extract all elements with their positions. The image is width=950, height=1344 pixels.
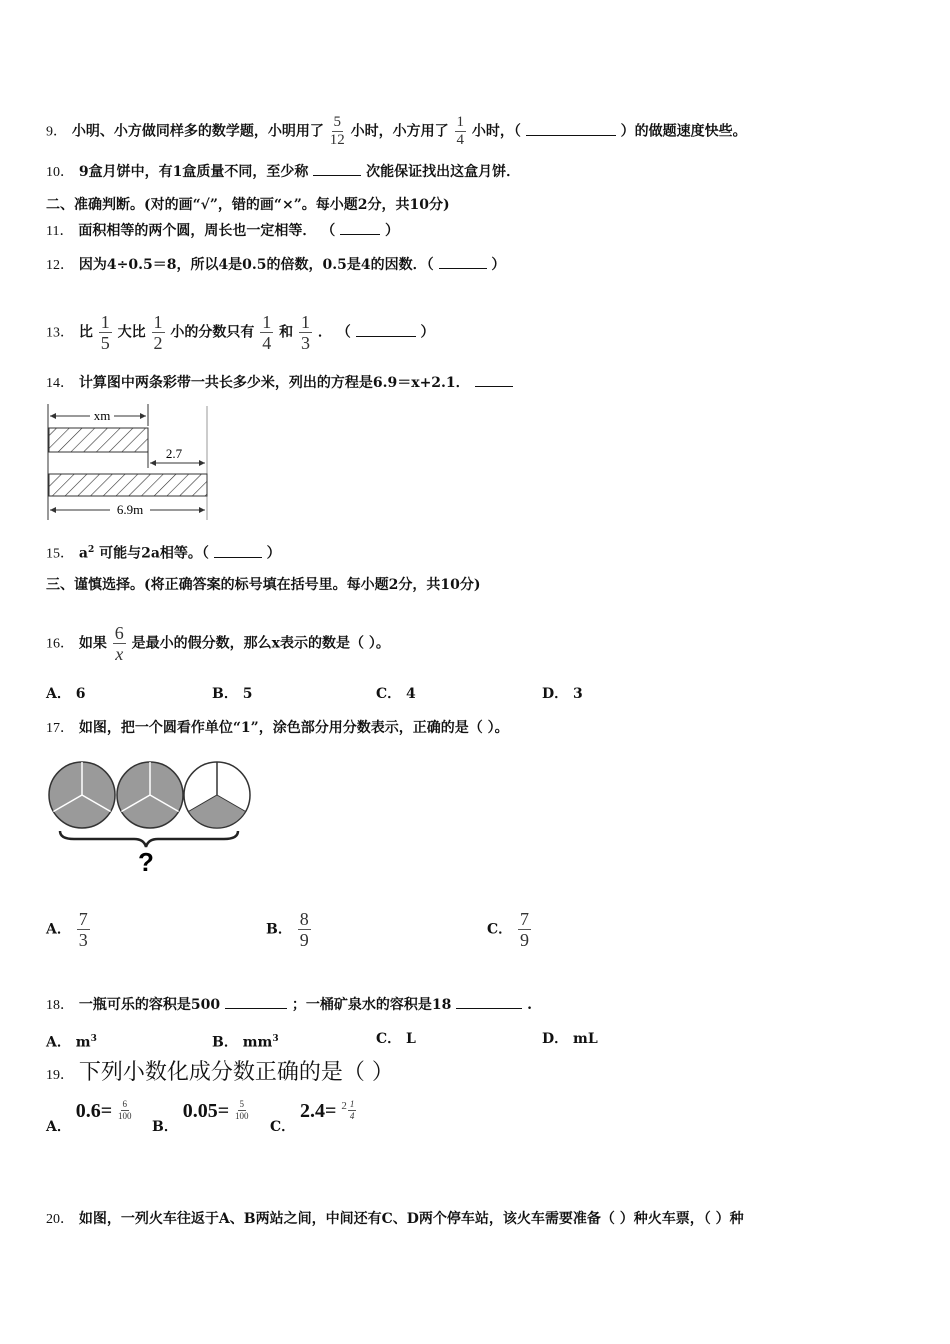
fraction: $\frac{7}{9}$ <box>520 909 530 950</box>
question-text: 和 <box>279 324 294 341</box>
question-number: 19． <box>46 1068 74 1083</box>
question-text: 是最小的假分数，那么x表示的数是（ ）。 <box>131 635 390 652</box>
question-text: 如果 <box>78 635 107 652</box>
fraction: $\frac{1}{5}$ <box>100 312 110 353</box>
answer-blank[interactable] <box>313 161 361 176</box>
brace <box>60 831 238 847</box>
answer-blank[interactable] <box>475 372 513 387</box>
question-number: 10． <box>46 165 74 180</box>
fraction: $\frac{1}{2}$ <box>153 312 163 353</box>
question-14 <box>46 372 513 394</box>
question-16 <box>46 624 390 663</box>
question-text: 小明、小方做同样多的数学题，小明用了 <box>71 123 324 140</box>
question-19 <box>46 1059 394 1090</box>
arrow-head <box>199 460 205 466</box>
question-text: ） <box>420 324 435 341</box>
answer-blank[interactable] <box>456 994 522 1009</box>
option-b[interactable]: B． $mm^3$ <box>212 1034 279 1051</box>
question-12 <box>46 254 505 276</box>
ribbon-2 <box>49 474 207 496</box>
fraction: $\frac{5}{12}$ <box>329 114 345 148</box>
fraction: $\frac{1}{3}$ <box>301 312 310 353</box>
option-a[interactable]: A． $\frac{7}{3}$ <box>46 909 88 950</box>
question-9 <box>46 115 747 148</box>
question-text: 次能保证找出这盒月饼． <box>366 164 521 180</box>
question-18 <box>46 994 532 1016</box>
question-20 <box>46 1209 744 1230</box>
question-text: 因为4÷0.5＝8，所以4是0.5的倍数，0.5是4的因数．（ <box>78 257 434 273</box>
question-17 <box>46 718 509 739</box>
question-text: ） <box>384 223 399 239</box>
ribbon-figure <box>44 402 214 524</box>
question-10 <box>46 161 520 183</box>
question-text: 小的分数只有 <box>170 324 255 341</box>
fraction: $\frac{5}{100}$ <box>235 1099 249 1121</box>
question-text: 小时，（ <box>471 123 521 140</box>
answer-blank[interactable] <box>439 254 487 269</box>
option-c[interactable]: C． L <box>376 1031 416 1047</box>
question-13 <box>46 313 435 352</box>
exponent: 2 <box>87 545 95 555</box>
question-mark-label: ? <box>138 847 154 877</box>
question-text: 比 <box>78 324 93 341</box>
answer-blank[interactable] <box>214 543 262 558</box>
option-a[interactable]: A． 0.6= $\frac{6}{100}$ <box>46 1099 132 1135</box>
fraction: $\frac{6}{100}$ <box>118 1099 132 1121</box>
question-number: 12． <box>46 258 74 273</box>
question-text: ；一桶矿泉水的容积是18 <box>291 997 452 1013</box>
option-b[interactable]: B． 5 <box>212 686 253 702</box>
question-text: 小时，小方用了 <box>350 123 449 140</box>
mid-label: 2.7 <box>165 446 183 461</box>
question-text: 9盒月饼中，有1盒质量不同，至少称 <box>78 164 309 180</box>
question-text: 一瓶可乐的容积是500 <box>78 997 221 1013</box>
answer-blank[interactable] <box>356 322 416 337</box>
arrow-head <box>199 507 205 513</box>
question-number: 17． <box>46 721 74 736</box>
section-heading: 三、谨慎选择。(将正确答案的标号填在括号里。每小题2分，共10分) <box>46 577 481 593</box>
question-text: 如图，一列火车往返于A、B两站之间，中间还有C、D两个停车站，该火车需要准备（ ）种火车票，（ ）种 <box>78 1211 744 1227</box>
option-c[interactable]: C． 4 <box>376 686 416 702</box>
question-text: 大比 <box>117 324 146 341</box>
question-number: 20． <box>46 1212 74 1227</box>
option-d[interactable]: D． 3 <box>542 686 583 702</box>
question-text: 计算图中两条彩带一共长多少米，列出的方程是6.9＝x+2.1． <box>78 375 470 391</box>
option-b[interactable]: B． 0.05= $\frac{5}{100}$ <box>152 1099 249 1135</box>
answer-blank[interactable] <box>225 994 287 1009</box>
ribbon-1 <box>49 428 148 452</box>
fraction: $\frac{1}{4}$ <box>262 312 272 353</box>
question-text: 如图，把一个圆看作单位“1”，涂色部分用分数表示，正确的是（ ）。 <box>78 720 509 736</box>
question-number: 15． <box>46 546 74 562</box>
arrow-head <box>150 460 156 466</box>
option-b[interactable]: B． $\frac{8}{9}$ <box>266 909 309 950</box>
question-number: 16． <box>46 636 74 652</box>
question-number: 18． <box>46 998 74 1013</box>
question-text: ． （ <box>317 324 351 341</box>
option-c[interactable]: C． $\frac{7}{9}$ <box>487 909 530 950</box>
question-number: 14． <box>46 376 74 391</box>
question-text: ）的做题速度快些。 <box>620 123 747 140</box>
fraction: $\frac{7}{3}$ <box>78 909 88 950</box>
fraction: $\frac{1}{4}$ <box>349 1099 355 1121</box>
bottom-label: 6.9m <box>116 502 144 517</box>
option-a[interactable]: A． 6 <box>46 686 86 702</box>
fraction: $\frac{1}{4}$ <box>456 114 464 148</box>
section-heading: 二、准确判断。(对的画“√”，错的画“×”。每小题2分，共10分) <box>46 197 450 213</box>
option-a[interactable]: A． $m^3$ <box>46 1034 97 1051</box>
option-d[interactable]: D． mL <box>542 1031 598 1047</box>
fraction: $\frac{8}{9}$ <box>299 909 309 950</box>
answer-blank[interactable] <box>526 121 616 136</box>
question-text: 可能与2a相等。（ <box>99 545 209 562</box>
arrow-head <box>50 507 56 513</box>
circles-figure <box>46 755 256 880</box>
question-text: 面积相等的两个圆，周长也一定相等． （ <box>78 223 336 239</box>
arrow-head <box>140 413 146 419</box>
question-text: ） <box>266 545 281 562</box>
answer-blank[interactable] <box>340 220 380 235</box>
arrow-head <box>50 413 56 419</box>
fraction: $\frac{6}{x}$ <box>114 623 124 664</box>
question-text: . <box>527 997 532 1013</box>
question-text: a <box>78 545 88 562</box>
question-15 <box>46 540 281 565</box>
question-number: 9． <box>46 124 67 140</box>
question-number: 13． <box>46 325 74 341</box>
question-text: 下列小数化成分数正确的是（ ） <box>78 1060 394 1085</box>
option-c[interactable]: C． 2.4= $^2$ $\frac{1}{4}$ <box>270 1099 355 1135</box>
mixed-number-whole: 2 <box>341 1100 347 1112</box>
question-text: ） <box>491 257 506 273</box>
top-label: xm <box>93 408 111 423</box>
question-number: 11． <box>46 224 74 239</box>
question-11 <box>46 220 399 242</box>
